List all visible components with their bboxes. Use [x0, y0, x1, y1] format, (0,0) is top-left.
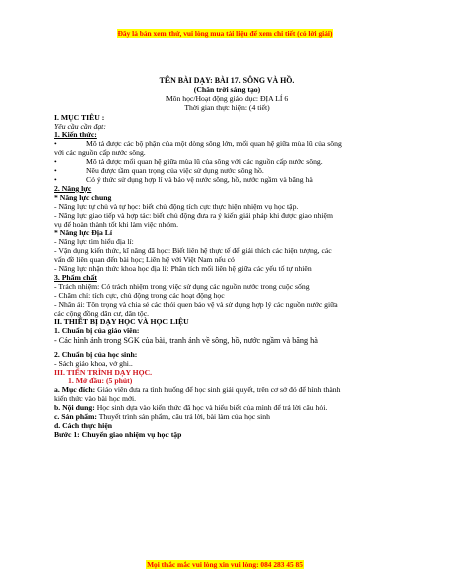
- bullet-dot: •: [54, 174, 57, 184]
- purpose-text: Giáo viên đưa ra tình huống để học sinh giải quyết, trên cơ sở đó để hình thành: [95, 385, 341, 395]
- geography-competency-line: - Năng lực nhận thức khoa học địa lí: Phân tích mối liên hệ giữa các yếu tố tự nhiên: [54, 264, 312, 274]
- qualities-line: - Chăm chỉ: tích cực, chủ động trong các hoạt động học: [54, 290, 225, 300]
- lesson-title: TÊN BÀI DẠY: BÀI 17. SÔNG VÀ HỒ.: [159, 76, 295, 85]
- geography-competency-line: - Vận dụng kiến thức, kĩ năng đã học: Biết liên hệ thực tế để giải thích các hiện tượng, các: [54, 246, 332, 256]
- purpose-label: a. Mục đích:: [54, 385, 96, 395]
- teacher-prep-heading: 1. Chuẩn bị của giáo viên:: [54, 326, 140, 336]
- bullet-text: Mô tả được mối quan hệ giữa mùa lũ của sông với các nguồn cấp nước sông.: [86, 157, 323, 167]
- section-procedure-heading: III. TIẾN TRÌNH DẠY HỌC.: [54, 367, 153, 377]
- bullet-text: Mô tả được các bộ phận của một dòng sông lớn, mối quan hệ giữa mùa lũ của sông: [86, 139, 342, 149]
- content-label: b. Nội dung:: [54, 403, 95, 413]
- section-equipment-heading: II. THIẾT BỊ DẠY HỌC VÀ HỌC LIỆU: [54, 317, 189, 327]
- product-text: Thuyết trình sản phẩm, câu trả lời, bài làm của học sinh: [96, 412, 270, 422]
- geography-competency-line: vấn đề liên quan đến bài học; Liên hệ với Việt Nam nếu có: [54, 255, 235, 265]
- purpose-line-continued: kiến thức vào bài học mới.: [54, 394, 137, 404]
- contact-banner-text: Mọi thắc mắc vui lòng xin vui lòng: 084 283 45 85: [147, 560, 303, 569]
- product-label: c. Sản phẩm:: [54, 412, 97, 422]
- bullet-text-continued: với các nguồn cấp nước sông.: [54, 148, 146, 158]
- method-heading: d. Cách thực hiện: [54, 420, 113, 430]
- bullet-dot: •: [54, 166, 57, 176]
- preview-banner-text: Đây là bản xem thử, vui lòng mua tài liệu để xem chi tiết (có lời giải): [117, 29, 333, 38]
- qualities-line: - Trách nhiệm: Có trách nhiệm trong việc sử dụng các nguồn nước trong cuộc sống: [54, 281, 310, 291]
- knowledge-heading: 1. Kiến thức:: [54, 130, 97, 140]
- knowledge-bullet: [54, 176, 400, 185]
- warmup-heading: 1. Mở đầu: (5 phút): [68, 376, 133, 386]
- qualities-line: - Nhân ái: Tôn trọng và chia sẻ các thói quen bảo vệ và sử dụng hợp lý các nguồn nước giữa: [54, 299, 338, 309]
- general-competency-heading: * Năng lực chung: [54, 192, 112, 202]
- student-prep-line: - Sách giáo khoa, vở ghi..: [54, 358, 133, 368]
- student-prep-heading: 2. Chuẩn bị của học sinh:: [54, 349, 138, 359]
- lesson-content: [54, 77, 400, 440]
- contact-banner: [0, 560, 450, 569]
- content-text: Học sinh dựa vào kiến thức đã học và hiểu biết của mình để trả lời câu hỏi.: [94, 403, 328, 413]
- lesson-subtitle: (Chân trời sáng tạo): [193, 84, 261, 94]
- general-competency-line: - Năng lực tự chủ và tự học: biết chủ động tích cực thực hiện nhiệm vụ học tập.: [54, 201, 299, 211]
- bullet-text: Có ý thức sử dụng hợp lí và bảo vệ nước sông, hồ, nước ngầm và băng hà: [86, 174, 313, 184]
- bullet-dot: •: [54, 157, 57, 167]
- objectives-need-label: Yêu cầu cần đạt:: [54, 121, 106, 131]
- qualities-heading: 3. Phẩm chất: [54, 272, 97, 282]
- section-objectives-heading: I. MỤC TIÊU :: [54, 112, 105, 122]
- teacher-prep-line: - Các hình ảnh trong SGK của bài, tranh ảnh về sông, hồ, nước ngầm và băng hà: [54, 336, 318, 346]
- geography-competency-line: - Năng lực tìm hiểu địa lí:: [54, 237, 134, 247]
- bullet-text: Nêu được tầm quan trọng của việc sử dụng nước sông hồ.: [86, 166, 264, 176]
- geography-competency-heading: * Năng lực Địa Lí: [54, 228, 113, 238]
- lesson-duration: Thời gian thực hiện: (4 tiết): [184, 102, 270, 112]
- step-one-heading: Bước 1: Chuyển giao nhiệm vụ học tập: [54, 429, 182, 439]
- general-competency-line: vụ để hoàn thành tốt khi làm việc nhóm.: [54, 219, 179, 229]
- competency-heading: 2. Năng lực: [54, 183, 92, 193]
- preview-banner: [0, 29, 450, 38]
- general-competency-line: - Năng lực giao tiếp và hợp tác: biết chủ động đưa ra ý kiến giải pháp khi được giao nhiệm: [54, 210, 333, 220]
- bullet-dot: •: [54, 139, 57, 149]
- knowledge-bullet-list: [54, 140, 400, 185]
- lesson-subject: Môn học/Hoạt động giáo dục: ĐỊA LÍ 6: [165, 93, 289, 103]
- qualities-line: các cộng đồng dân cư, dân tộc.: [54, 308, 150, 318]
